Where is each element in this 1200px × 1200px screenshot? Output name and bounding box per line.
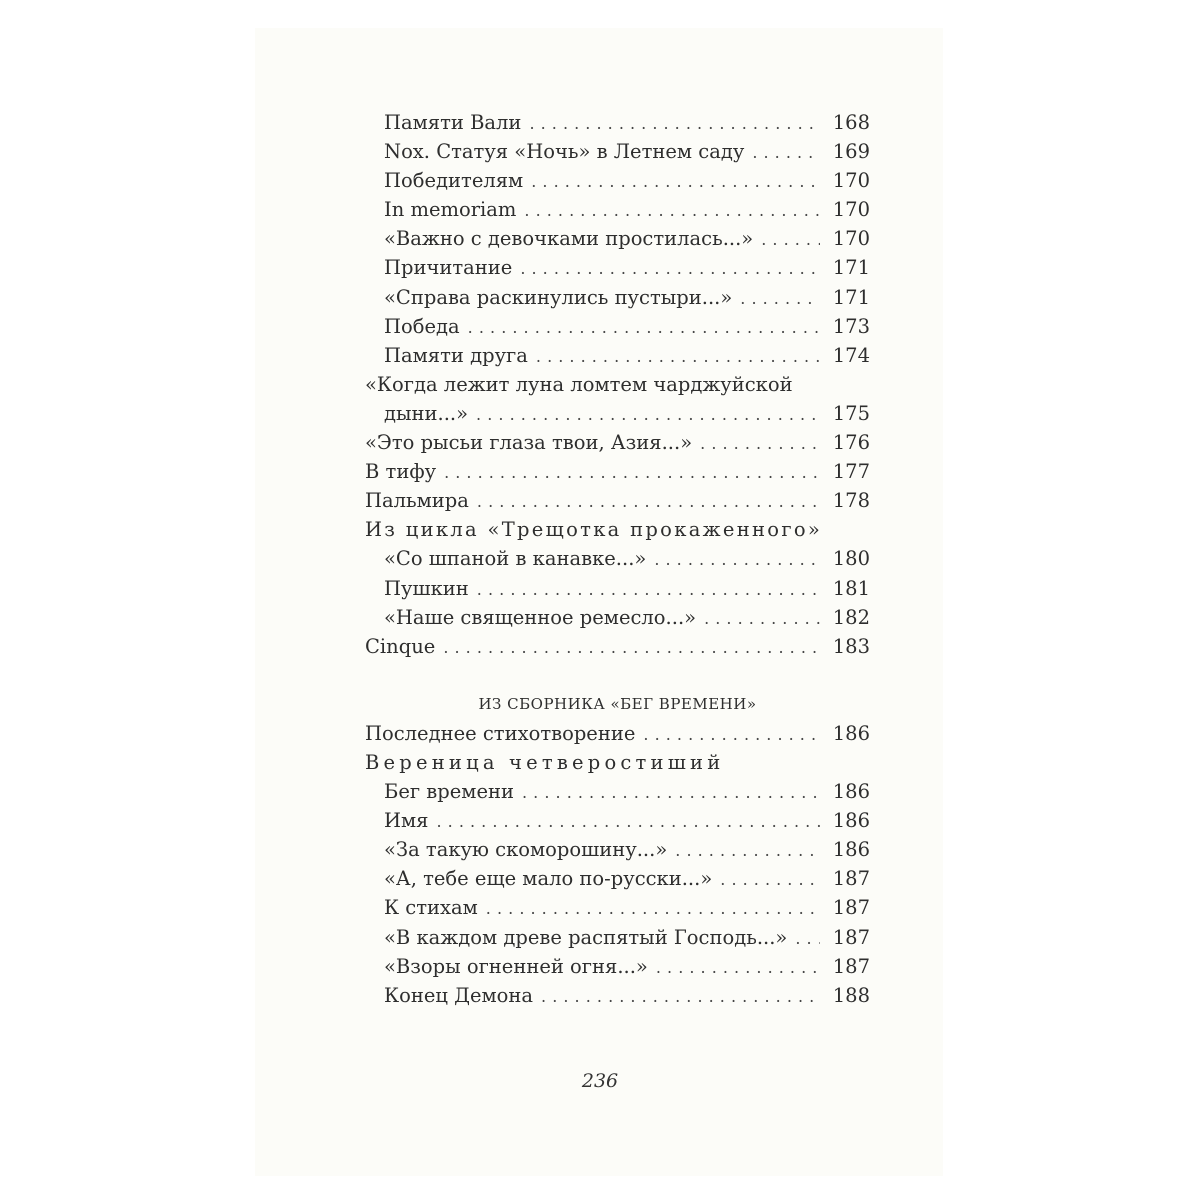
entry-title: In memoriam bbox=[384, 198, 517, 222]
entry-page: 180 bbox=[832, 547, 870, 571]
toc-entry bbox=[365, 428, 870, 457]
entry-page: 171 bbox=[832, 256, 870, 280]
dot-leader bbox=[536, 342, 820, 371]
entry-title: «Когда лежит луна ломтем чарджуйской bbox=[365, 372, 793, 396]
entry-title: Бег времени bbox=[384, 780, 514, 804]
dot-leader bbox=[675, 836, 820, 865]
entry-page: 173 bbox=[832, 314, 870, 338]
entry-title: Памяти Вали bbox=[384, 111, 522, 134]
toc-entry bbox=[365, 632, 870, 661]
dot-leader bbox=[477, 575, 820, 604]
dot-leader bbox=[656, 953, 820, 982]
entry-title: «Наше священное ремесло...» bbox=[384, 605, 697, 629]
dot-leader bbox=[444, 458, 820, 487]
cycle-heading bbox=[365, 748, 870, 777]
entry-page: 170 bbox=[832, 169, 870, 193]
page-number: 236 bbox=[581, 1070, 619, 1092]
entry-page: 177 bbox=[832, 460, 870, 484]
cycle-title: Вереница четверостиший bbox=[365, 750, 725, 774]
toc-entry bbox=[365, 312, 870, 341]
dot-leader bbox=[477, 487, 820, 516]
entry-title: Пальмира bbox=[365, 489, 469, 513]
toc-entry bbox=[365, 835, 870, 864]
entry-page: 187 bbox=[832, 925, 870, 949]
entry-title: «Со шпаной в канавке...» bbox=[384, 547, 647, 571]
dot-leader bbox=[529, 109, 820, 138]
entry-title: Победителям bbox=[384, 169, 524, 193]
entry-page: 181 bbox=[832, 576, 870, 600]
entry-title: Конец Демона bbox=[384, 983, 534, 1007]
entry-page: 178 bbox=[832, 489, 870, 513]
toc-entry bbox=[365, 224, 870, 253]
entry-title: Памяти друга bbox=[384, 343, 528, 367]
dot-leader bbox=[443, 633, 820, 662]
dot-leader bbox=[524, 196, 820, 225]
dot-leader bbox=[541, 982, 820, 1011]
entry-page: 187 bbox=[832, 867, 870, 891]
dot-leader bbox=[531, 167, 820, 196]
toc-entry bbox=[365, 777, 870, 806]
entry-title: Имя bbox=[384, 809, 429, 833]
entry-title: «Справа раскинулись пустыри...» bbox=[384, 285, 733, 309]
toc-entry bbox=[365, 166, 870, 195]
entry-page: 170 bbox=[832, 198, 870, 222]
dot-leader bbox=[740, 284, 820, 313]
entry-page: 175 bbox=[832, 401, 870, 425]
toc-entry bbox=[365, 195, 870, 224]
entry-title: Cinque bbox=[365, 634, 436, 658]
dot-leader bbox=[795, 924, 820, 953]
toc-entry bbox=[365, 952, 870, 981]
entry-page: 176 bbox=[832, 431, 870, 455]
entry-page: 186 bbox=[832, 809, 870, 833]
dot-leader bbox=[761, 225, 820, 254]
toc-entry bbox=[365, 486, 870, 515]
toc-entry bbox=[365, 893, 870, 922]
entry-page: 187 bbox=[832, 954, 870, 978]
entry-title: «За такую скоморошину...» bbox=[384, 838, 668, 862]
entry-title: Победа bbox=[384, 314, 460, 338]
toc-entry bbox=[365, 544, 870, 573]
entry-title: К стихам bbox=[384, 896, 478, 920]
entry-title: «Взоры огненней огня...» bbox=[384, 954, 648, 978]
dot-leader bbox=[752, 138, 820, 167]
dot-leader bbox=[720, 865, 820, 894]
table-of-contents bbox=[365, 108, 870, 1010]
toc-entry bbox=[365, 283, 870, 312]
entry-page: 171 bbox=[832, 285, 870, 309]
dot-leader bbox=[704, 604, 820, 633]
entry-page: 188 bbox=[832, 983, 870, 1007]
entry-page: 174 bbox=[832, 343, 870, 367]
entry-title: В тифу bbox=[365, 460, 437, 484]
section-heading: ИЗ СБОРНИКА «БЕГ ВРЕМЕНИ» bbox=[478, 694, 757, 713]
dot-leader bbox=[486, 894, 820, 923]
toc-entry bbox=[365, 864, 870, 893]
entry-page: 169 bbox=[832, 140, 870, 164]
toc-entry bbox=[365, 923, 870, 952]
entry-page: 183 bbox=[832, 634, 870, 658]
entry-page: 182 bbox=[832, 605, 870, 629]
entry-title: Последнее стихотворение bbox=[365, 721, 636, 745]
toc-entry bbox=[365, 137, 870, 166]
dot-leader bbox=[476, 400, 820, 429]
entry-page: 168 bbox=[832, 111, 870, 134]
entry-page: 186 bbox=[832, 780, 870, 804]
toc-entry bbox=[365, 108, 870, 137]
entry-page: 170 bbox=[832, 227, 870, 251]
cycle-heading bbox=[365, 515, 870, 544]
entry-page: 187 bbox=[832, 896, 870, 920]
toc-entry bbox=[365, 981, 870, 1010]
toc-entry bbox=[365, 253, 870, 282]
entry-page: 186 bbox=[832, 838, 870, 862]
toc-entry bbox=[365, 806, 870, 835]
toc-entry-first-line bbox=[365, 370, 870, 399]
entry-title: Nox. Статуя «Ночь» в Летнем саду bbox=[384, 140, 745, 164]
toc-entry bbox=[365, 603, 870, 632]
toc-entry bbox=[365, 341, 870, 370]
entry-title: «В каждом древе распятый Господь...» bbox=[384, 925, 788, 949]
entry-page: 186 bbox=[832, 721, 870, 745]
toc-entry-continuation bbox=[365, 399, 870, 428]
entry-title: Пушкин bbox=[384, 576, 469, 600]
dot-leader bbox=[468, 313, 820, 342]
entry-title: «Важно с девочками простилась...» bbox=[384, 227, 754, 251]
dot-leader bbox=[700, 429, 820, 458]
dot-leader bbox=[436, 807, 820, 836]
entry-title: «Это рысьи глаза твои, Азия...» bbox=[365, 431, 693, 455]
dot-leader bbox=[643, 720, 820, 749]
entry-title: Причитание bbox=[384, 256, 513, 280]
toc-entry bbox=[365, 457, 870, 486]
toc-entry bbox=[365, 719, 870, 748]
dot-leader bbox=[520, 254, 820, 283]
dot-leader bbox=[522, 778, 820, 807]
toc-entry bbox=[365, 574, 870, 603]
entry-title-continued: дыни...» bbox=[384, 401, 469, 425]
entry-title: «А, тебе еще мало по-русски...» bbox=[384, 867, 713, 891]
dot-leader bbox=[654, 545, 820, 574]
cycle-title: Из цикла «Трещотка прокаженного» bbox=[365, 518, 823, 542]
